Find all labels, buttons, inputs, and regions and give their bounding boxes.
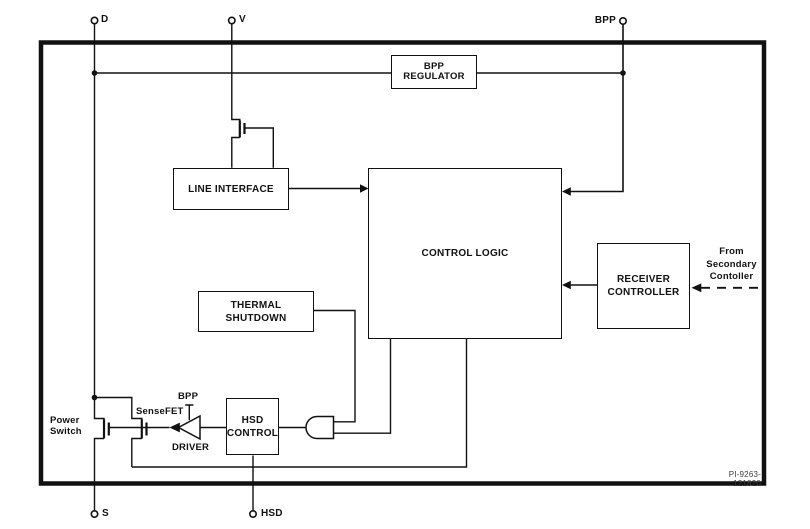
sensefet-label: SenseFET (136, 406, 184, 417)
block-label: HSD (241, 414, 264, 426)
wire-thermal-to-and (314, 311, 356, 422)
pin-circle-hsd (250, 511, 256, 517)
driver-output-arrowhead (170, 423, 180, 433)
block-line-interface (173, 168, 289, 210)
wire-driver-bpp-tick (185, 405, 193, 420)
pin-label-bpp: BPP (594, 14, 616, 26)
pin-label-d: D (101, 13, 109, 25)
pin-label-v: V (239, 13, 246, 25)
tap-mosfet-icon (240, 121, 245, 138)
wire-sensefet-drain (95, 398, 142, 420)
block-label: CONTROL (226, 427, 279, 439)
block-label: CONTROL LOGIC (421, 248, 509, 259)
block-control-logic (368, 168, 562, 339)
pin-label-hsd: HSD (261, 508, 283, 519)
pin-circle-s (91, 511, 97, 517)
block-label: RECEIVER (616, 274, 671, 285)
junction-dot (92, 395, 98, 401)
and-gate-icon (306, 417, 334, 439)
secondary-arrowhead (692, 283, 702, 292)
bpp-arrowhead (562, 187, 571, 196)
pin-circle-bpp (620, 18, 626, 24)
wire-tap-source (232, 138, 240, 168)
block-bpp-regulator (391, 55, 477, 89)
junction-dot (92, 70, 98, 76)
part-number: PI-9263-121820 (728, 470, 761, 488)
rc-arrowhead (562, 281, 571, 290)
block-label: LINE INTERFACE (188, 183, 274, 195)
pin-label-s: S (102, 508, 109, 519)
wire-bpp-rail (571, 24, 624, 191)
driver-label: DRIVER (172, 441, 210, 453)
junction-dot (620, 70, 626, 76)
wire-tap-gate (245, 128, 274, 168)
from-secondary-label: From Secondary Contoller (706, 246, 757, 282)
power-switch-mosfet-icon (104, 420, 109, 439)
block-label: BPP (423, 60, 445, 72)
wire-power-source (95, 439, 105, 511)
block-hsd-control (226, 398, 279, 455)
block-label: CONTROLLER (607, 287, 680, 298)
block-receiver-controller (597, 243, 690, 329)
wire-logic-to-and (334, 339, 391, 434)
wire-d-rail (95, 24, 105, 420)
power-switch-label: Power Switch (50, 415, 82, 437)
pin-circle-d (91, 17, 97, 23)
block-label: THERMAL SHUTDOWN (225, 299, 287, 324)
sensefet-mosfet-icon (142, 420, 147, 439)
pin-circle-v (229, 17, 235, 23)
wire-sensefet-source (132, 439, 142, 468)
block-thermal-shutdown (198, 291, 314, 332)
block-label: REGULATOR (403, 71, 465, 82)
driver-bpp-label: BPP (178, 391, 199, 402)
wire-v-rail (232, 24, 240, 121)
